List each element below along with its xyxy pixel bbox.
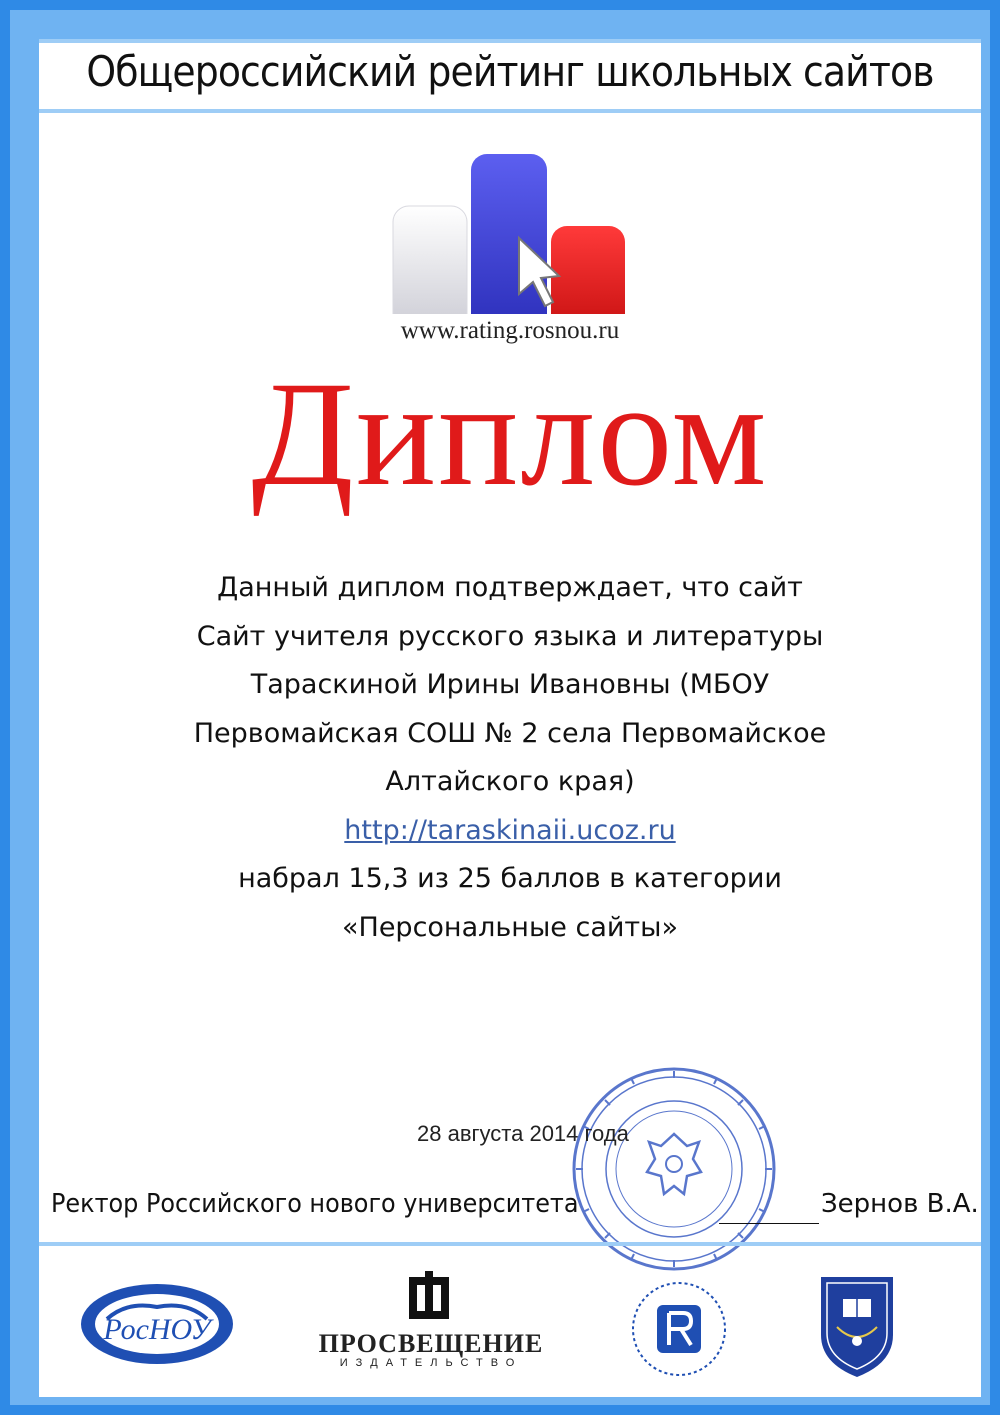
rector-name: Зернов В.А.	[821, 1189, 979, 1219]
body-line: Первомайская СОШ № 2 села Первомайское	[193, 717, 827, 749]
body-line: Алтайского края)	[385, 766, 635, 797]
hse-logo-icon	[629, 1279, 729, 1379]
body-line: Сайт учителя русского языка и литературы	[196, 620, 824, 652]
body-line: Данный диплом подтверждает, что сайт	[217, 572, 803, 603]
prosveshchenie-name: ПРОСВЕЩЕНИЕ	[318, 1329, 544, 1358]
prosveshchenie-logo-icon	[407, 1271, 451, 1321]
category-line: «Персональные сайты»	[342, 911, 678, 943]
issue-date: 28 августа 2014 года	[417, 1121, 629, 1146]
certificate-body	[99, 564, 921, 952]
rosnou-text: РосНОУ	[103, 1313, 211, 1346]
diploma-title: Диплом	[251, 351, 769, 517]
page-frame	[10, 10, 990, 1405]
header-title: Общероссийский рейтинг школьных сайтов	[86, 47, 934, 96]
logo-url: www.rating.rosnou.ru	[400, 317, 620, 344]
footer-divider	[39, 1242, 981, 1246]
rating-logo-icon	[391, 154, 631, 314]
shield-emblem-icon	[817, 1271, 897, 1381]
body-line: Тараскиной Ирины Ивановны (МБОУ	[250, 669, 770, 700]
prosveshchenie-sub: ИЗДАТЕЛЬСТВО	[339, 1357, 523, 1369]
signature-line	[719, 1223, 819, 1224]
rector-title: Ректор Российского нового университета	[51, 1189, 579, 1219]
site-link[interactable]: http://taraskinaii.ucoz.ru	[344, 814, 676, 846]
top-band	[39, 39, 981, 43]
diploma-sheet	[39, 39, 981, 1397]
score-line: набрал 15,3 из 25 баллов в категории	[238, 863, 782, 894]
header-divider	[39, 109, 981, 113]
rosnou-logo-icon	[77, 1279, 237, 1369]
